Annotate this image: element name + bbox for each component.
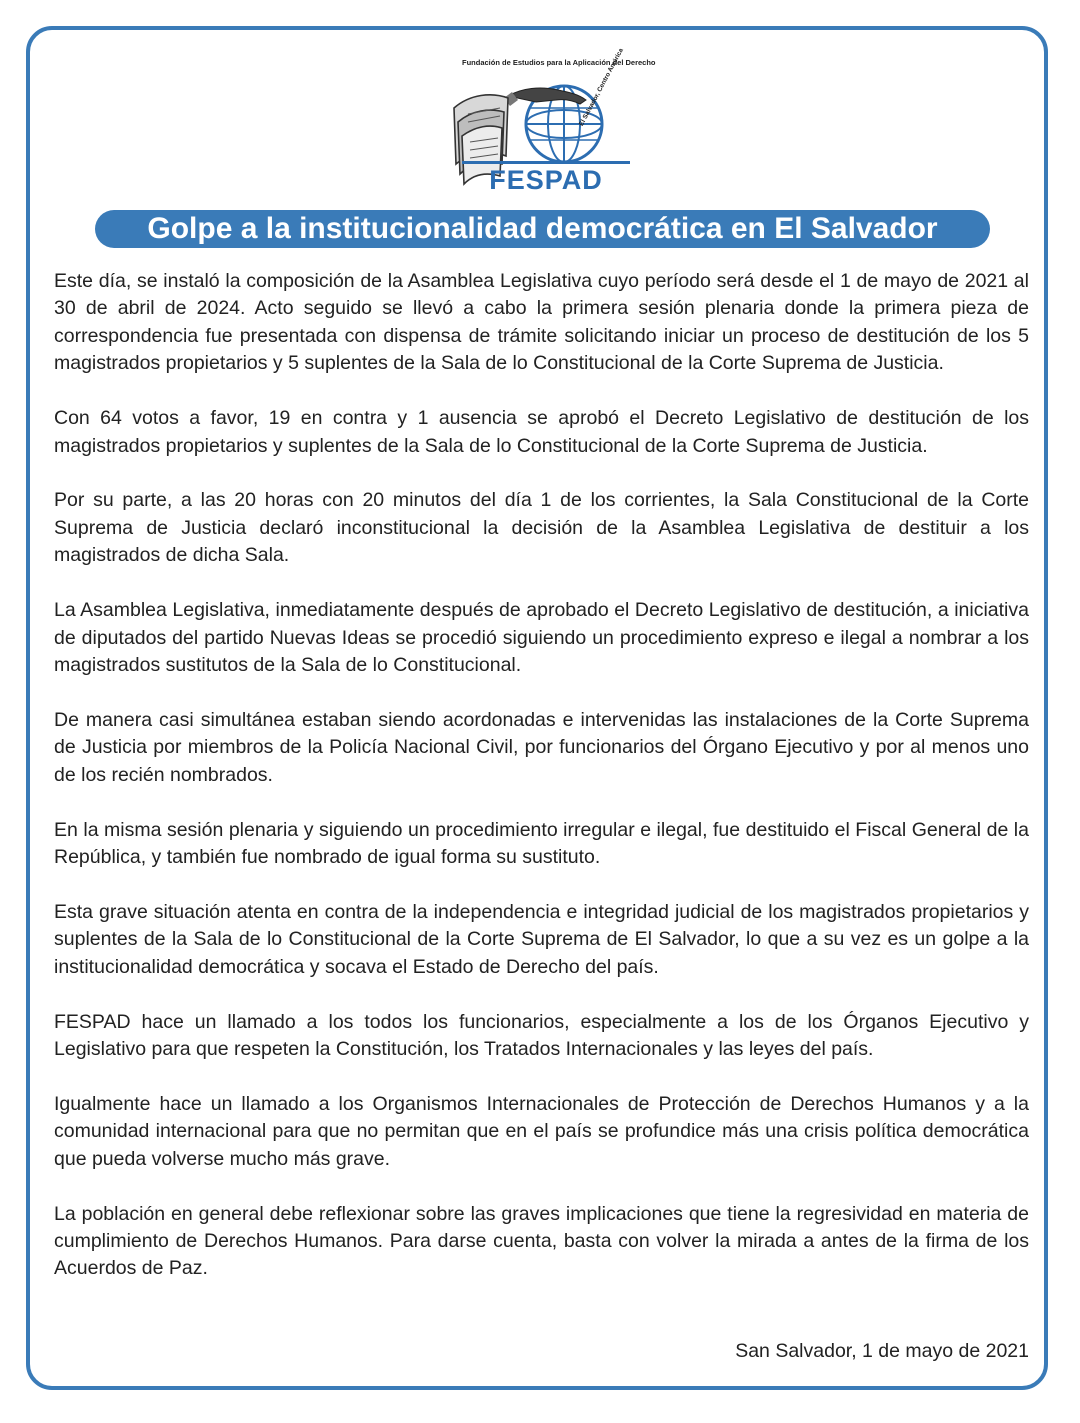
place-date-signoff: San Salvador, 1 de mayo de 2021 [735, 1340, 1029, 1362]
paragraph: La población en general debe reflexionar sobre las graves implicaciones que tiene la regresividad en materia de cumplimiento de Derechos Humanos. Para darse cuenta, basta con volver la mirada a antes de la firma de los Acuerdos de Paz. [54, 1202, 1029, 1280]
document-body [54, 268, 1029, 1310]
document-title: Golpe a la institucionalidad democrática en El Salvador [95, 210, 990, 248]
paragraph: Esta grave situación atenta en contra de la independencia e integridad judicial de los magistrados propietarios y suplentes de la Sala de lo Constitucional de la Corte Suprema de El Salvador, lo que a su vez es un golpe a la institucionalidad democrática y socava el Estado de Derecho del país. [54, 900, 1029, 978]
paragraph: FESPAD hace un llamado a los todos los funcionarios, especialmente a los de los Órganos Ejecutivo y Legislativo para que respeten la Constitución, los Tratados Internacionales y las leyes del país. [54, 1010, 1029, 1061]
paragraph: En la misma sesión plenaria y siguiendo un procedimiento irregular e ilegal, fue destituido el Fiscal General de la República, y también fue nombrado de igual forma su sustituto. [54, 818, 1029, 868]
paragraph: Igualmente hace un llamado a los Organismos Internacionales de Protección de Derechos Humanos y a la comunidad internacional para que no permitan que en el país se profundice más una crisis política democrática que pueda volverse mucho más grave. [54, 1092, 1029, 1170]
paragraph: De manera casi simultánea estaban siendo acordonadas e intervenidas las instalaciones de la Corte Suprema de Justicia por miembros de la Policía Nacional Civil, por funcionarios del Órgano Ejecutivo y por al menos uno de los recién nombrados. [54, 708, 1029, 786]
paragraph: La Asamblea Legislativa, inmediatamente después de aprobado el Decreto Legislativo de destitución, a iniciativa de diputados del partido Nuevas Ideas se procedió siguiendo un procedimiento expreso e ilegal a nombrar a los magistrados sustitutos de la Sala de lo Constitucional. [54, 599, 1029, 676]
paragraph: Este día, se instaló la composición de la Asamblea Legislativa cuyo período será desde el 1 de mayo de 2021 al 30 de abril de 2024. Acto seguido se llevó a cabo la primera sesión plenaria donde la primera pieza de correspondencia fue presentada con dispensa de trámite solicitando iniciar un proceso de destitución de los 5 magistrados propietarios y 5 suplentes de la Sala de lo Constitucional de la Corte Suprema de Justicia. [54, 270, 1029, 375]
logo-location: El Salvador, Centro América [578, 47, 625, 128]
paragraph: Con 64 votos a favor, 19 en contra y 1 ausencia se aprobó el Decreto Legislativo de destitución de los magistrados propietarios y suplentes de la Sala de lo Constitucional de la Corte Suprema de Justicia. [54, 407, 1029, 457]
logo-foundation-name: Fundación de Estudios para la Aplicación del Derecho [462, 58, 656, 67]
fespad-logo [440, 47, 656, 195]
logo-acronym: FESPAD [489, 165, 603, 195]
paragraph: Por su parte, a las 20 horas con 20 minutos del día 1 de los corrientes, la Sala Constitucional de la Corte Suprema de Justicia declaró inconstitucional la decisión de la Asamblea Legislativa de destituir a los magistrados de dicha Sala. [54, 489, 1029, 567]
